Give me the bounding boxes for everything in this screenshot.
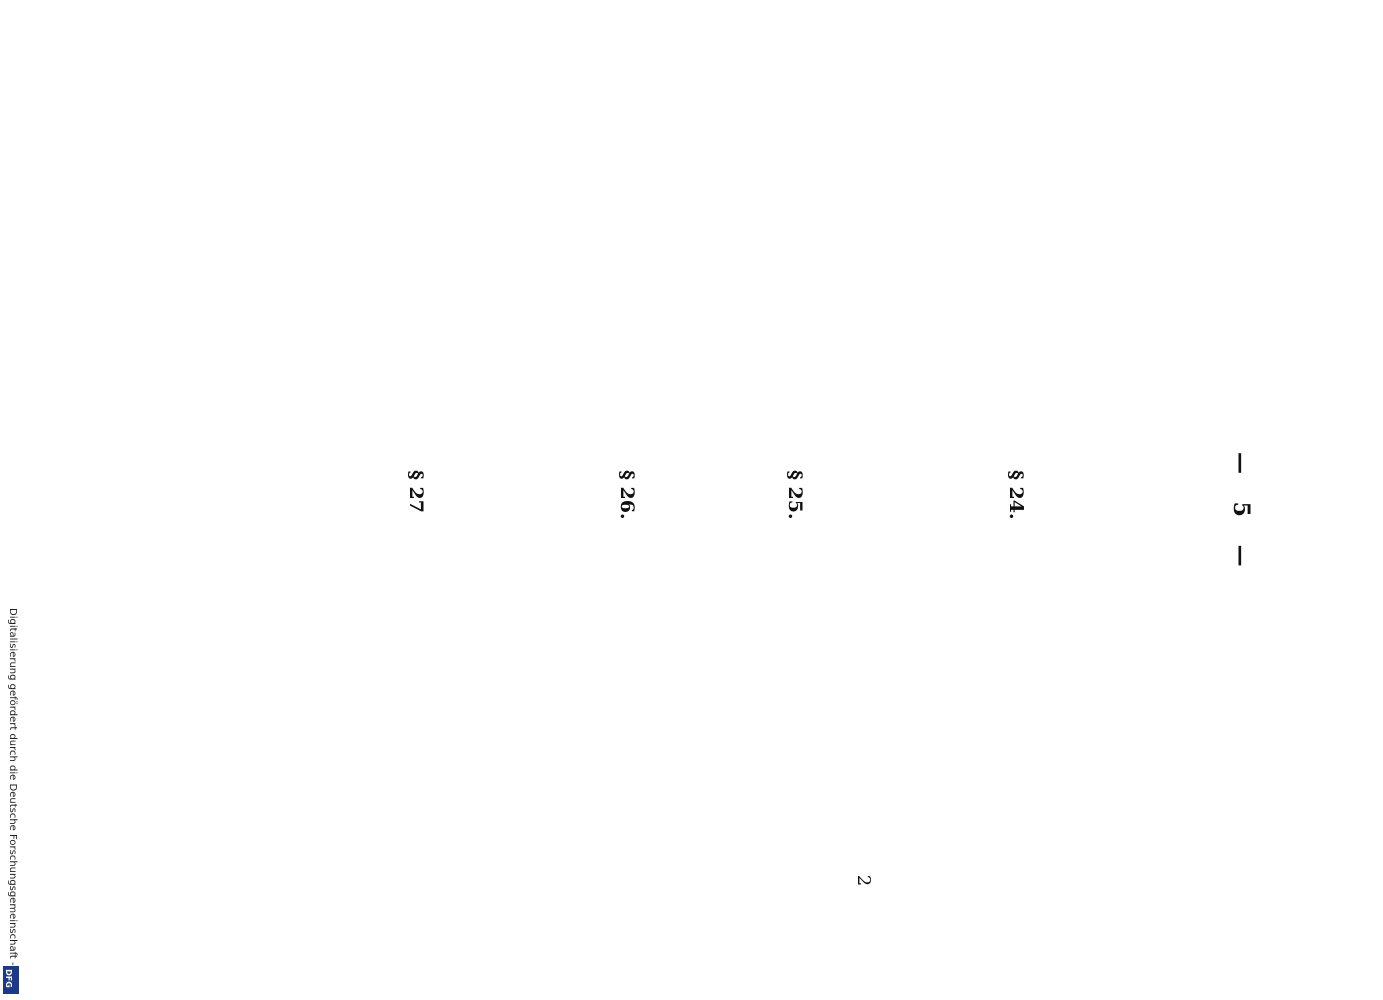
dfg-logo <box>3 966 19 994</box>
section-head-25: § 25. <box>784 470 806 520</box>
rotated-page <box>290 0 1260 1000</box>
dfg-logo-text: DFG <box>3 969 13 988</box>
section-head-26: § 26. <box>616 470 638 520</box>
digitization-note <box>3 608 20 998</box>
section-head-24: § 24. <box>1005 470 1027 520</box>
page-number-header: — 5 — <box>1228 452 1254 577</box>
digitization-text: Digitalisierung gefördert durch die Deutsche Forschungsgemeinschaft - <box>7 608 18 966</box>
section-head-27: § 27 <box>405 470 427 513</box>
page-footer-mark: 2 <box>853 874 875 887</box>
